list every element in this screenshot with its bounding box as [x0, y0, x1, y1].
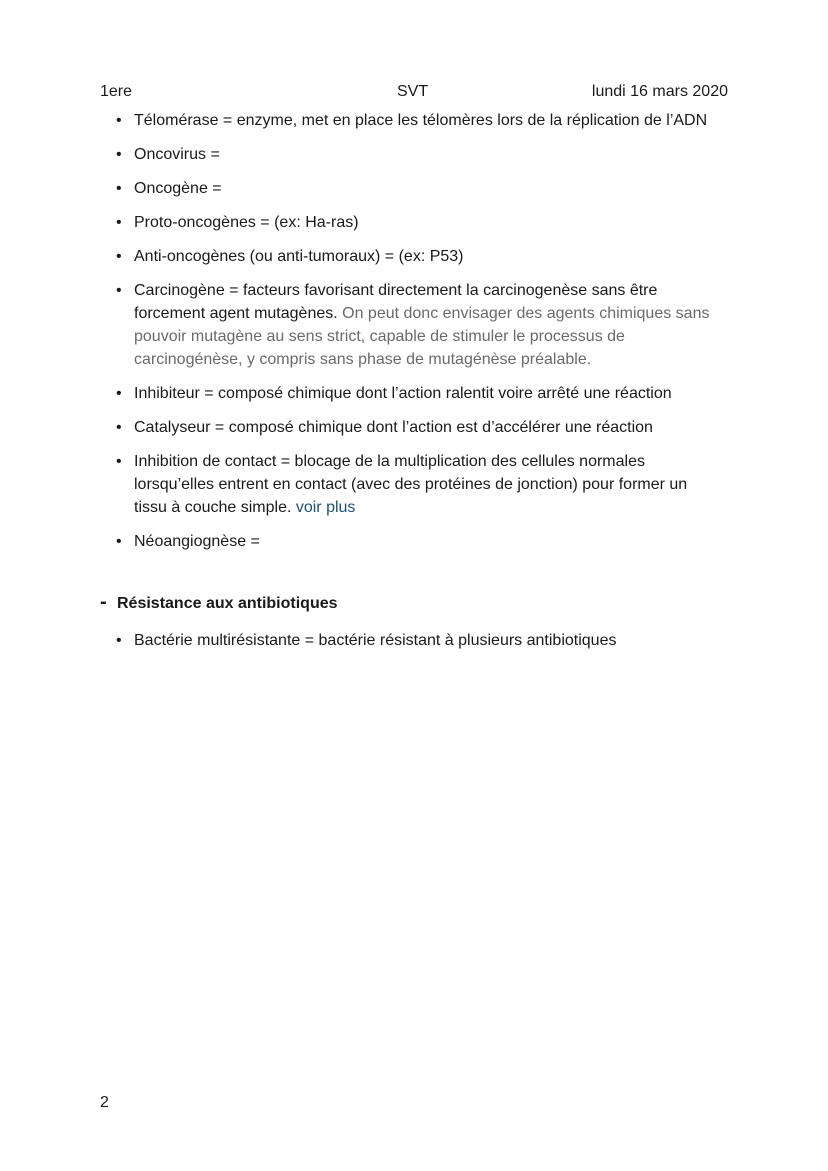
- list-item: • Inhibition de contact = blocage de la multiplication des cellules normales lorsqu’elles entrent en contact (avec des protéines de jonction) pour former un tissu à couche simple. voir plus: [114, 450, 724, 519]
- header-subject: SVT: [397, 83, 429, 100]
- bullet-icon: •: [116, 146, 122, 163]
- voir-plus-link[interactable]: voir plus: [291, 499, 356, 516]
- dash-icon: -: [100, 591, 107, 613]
- page-header: [100, 83, 728, 105]
- page-number: 2: [100, 1094, 109, 1111]
- bullet-icon: •: [116, 282, 122, 299]
- definitions-list: [114, 109, 724, 564]
- list-item: • Catalyseur = composé chimique dont l’action est d’accélérer une réaction: [114, 416, 724, 439]
- section-list: [114, 629, 724, 663]
- bullet-icon: •: [116, 419, 122, 436]
- bullet-icon: •: [116, 112, 122, 129]
- list-item: • Bactérie multirésistante = bactérie résistant à plusieurs antibiotiques: [114, 629, 724, 652]
- list-item: • Oncovirus =: [114, 143, 724, 166]
- bullet-icon: •: [116, 453, 122, 470]
- header-level: 1ere: [100, 83, 133, 100]
- bullet-icon: •: [116, 632, 122, 649]
- section-heading: [100, 591, 338, 613]
- list-item: • Proto-oncogènes = (ex: Ha-ras): [114, 211, 724, 234]
- bullet-icon: •: [116, 248, 122, 265]
- list-item: • Télomérase = enzyme, met en place les télomères lors de la réplication de l’ADN: [114, 109, 724, 132]
- muted-explanation: On peut donc envisager des agents chimiques sans pouvoir mutagène au sens strict, capable de stimuler le processus de carcinogénèse, y compris sans phase de mutagénèse préalable.: [134, 305, 710, 368]
- list-item: • Néoangiognèse =: [114, 530, 724, 553]
- bullet-icon: •: [116, 180, 122, 197]
- list-item: • Anti-oncogènes (ou anti-tumoraux) = (ex: P53): [114, 245, 724, 268]
- section-title: Résistance aux antibiotiques: [117, 595, 338, 612]
- list-item: • Carcinogène = facteurs favorisant directement la carcinogenèse sans être forcement agent mutagènes. On peut donc envisager des agents chimiques sans pouvoir mutagène au sens strict, capable de stimuler le processus de carcinogénèse, y compris sans phase de mutagénèse préalable.: [114, 279, 724, 371]
- list-item: • Oncogène =: [114, 177, 724, 200]
- bullet-icon: •: [116, 214, 122, 231]
- list-item: • Inhibiteur = composé chimique dont l’action ralentit voire arrêté une réaction: [114, 382, 724, 405]
- bullet-icon: •: [116, 385, 122, 402]
- bullet-icon: •: [116, 533, 122, 550]
- header-date: lundi 16 mars 2020: [591, 83, 728, 100]
